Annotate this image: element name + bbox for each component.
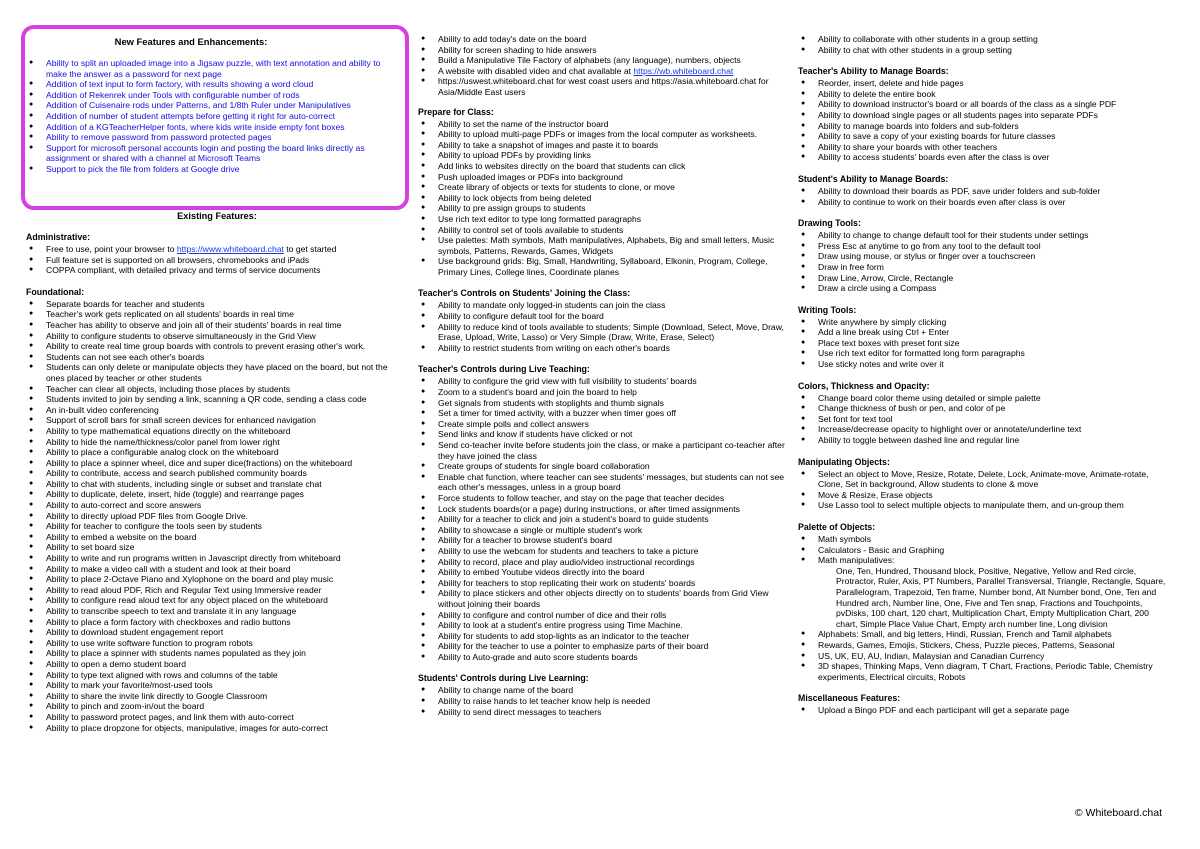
list-item: ● Support of scroll bars for small screen devices for enhanced navigation xyxy=(26,415,408,426)
list-item: ● Ability to mark your favorite/most-used tools xyxy=(26,680,408,691)
list-item: ● Force students to follow teacher, and stay on the page that teacher decides xyxy=(418,493,793,504)
list-item: ● Reorder, insert, delete and hide pages xyxy=(798,78,1170,89)
column-2 xyxy=(418,34,793,728)
list-item: ● Ability for the teacher to use a pointer to emphasize parts of their board xyxy=(418,641,793,652)
existing-features-title: Existing Features: xyxy=(177,211,257,221)
administrative-title: Administrative: xyxy=(26,232,91,242)
list-item: ● Ability to place a spinner wheel, dice and super dice(fractions) on the whiteboard xyxy=(26,458,408,469)
list-item: ● Create library of objects or texts for students to clone, or move xyxy=(418,182,793,193)
list-item: ● Enable chat function, where teacher can see students' messages, but students can not see each other's messages, unless in a group board xyxy=(418,472,793,493)
prepare-list xyxy=(418,119,793,278)
list-item: ● Upload a Bingo PDF and each participant will get a separate page xyxy=(798,705,1170,716)
list-item: ● Select an object to Move, Resize, Rotate, Delete, Lock, Animate-move, Animate-rotate, Clone, Set in background, Allow students to clone & move xyxy=(798,469,1170,490)
list-item: ● Ability to configure students to observe simultaneously in the Grid View xyxy=(26,331,408,342)
list-item: ● Ability to directly upload PDF files from Google Drive. xyxy=(26,511,408,522)
list-item: ● Add links to websites directly on the board that students can click xyxy=(418,161,793,172)
list-item: ● Ability to configure default tool for the board xyxy=(418,311,793,322)
list-item: ● Ability to embed Youtube videos directly into the board xyxy=(418,567,793,578)
list-item: ● Move & Resize, Erase objects xyxy=(798,490,1170,501)
list-item: ● Ability to share your boards with other teachers xyxy=(798,142,1170,153)
teacher-manage-list xyxy=(798,78,1170,163)
list-item: ● Ability to auto-correct and score answers xyxy=(26,500,408,511)
list-item: ● Ability for teachers to stop replicating their work on students' boards xyxy=(418,578,793,589)
list-item: ● Ability for teacher to configure the tools seen by students xyxy=(26,521,408,532)
live-learning-title: Students' Controls during Live Learning: xyxy=(418,673,589,684)
list-item: ● Use palettes: Math symbols, Math manipulatives, Alphabets, Big and small letters, Music symbols, Patterns, Rewards, Games, Widgets xyxy=(418,235,793,256)
list-item: ● Ability to create real time group boards with controls to prevent erasing other's work. xyxy=(26,341,408,352)
list-item: ● Ability to configure the grid view with full visibility to students' boards xyxy=(418,376,793,387)
student-manage-list xyxy=(798,186,1170,207)
list-item: ● Addition of number of student attempts before getting it right for auto-correct xyxy=(26,111,398,122)
col2-top-list xyxy=(418,34,793,66)
list-item: ● A website with disabled video and chat available at https://wb.whiteboard.chat xyxy=(418,66,793,77)
list-item: ● Ability to upload multi-page PDFs or images from the local computer as worksheets. xyxy=(418,129,793,140)
list-item: ● Ability to take a snapshot of images and paste it to boards xyxy=(418,140,793,151)
list-item: ● Place text boxes with preset font size xyxy=(798,338,1170,349)
list-item: ● Ability to configure and control number of dice and their rolls xyxy=(418,610,793,621)
joining-title: Teacher's Controls on Students' Joining the Class: xyxy=(418,288,631,299)
writing-title: Writing Tools: xyxy=(798,304,857,315)
list-item: ● Set font for text tool xyxy=(798,414,1170,425)
list-item: ● Ability to duplicate, delete, insert, hide (toggle) and rearrange pages xyxy=(26,489,408,500)
whiteboard-link[interactable]: https://www.whiteboard.chat xyxy=(176,244,284,254)
list-item: ● 3D shapes, Thinking Maps, Venn diagram, T Chart, Fractions, Periodic Table, Chemistry experiments, Electrical circuits, Robots xyxy=(798,661,1170,682)
list-item: ● Ability to use the webcam for students and teachers to take a picture xyxy=(418,546,793,557)
list-item: ● Addition of Rekenrek under Tools with configurable number of rods xyxy=(26,90,398,101)
list-item: ● Ability to type mathematical equations directly on the whiteboard xyxy=(26,426,408,437)
list-item: ● An in-built video conferencing xyxy=(26,405,408,416)
list-item: ● Students can not see each other's boards xyxy=(26,352,408,363)
list-item: ● Ability to toggle between dashed line and regular line xyxy=(798,435,1170,446)
live-teaching-list xyxy=(418,376,793,662)
list-item: ● Ability to set board size xyxy=(26,542,408,553)
list-item: ● Draw in free form xyxy=(798,262,1170,273)
list-item: ● Ability to download single pages or all students pages into separate PDFs xyxy=(798,110,1170,121)
list-item: ● Full feature set is supported on all browsers, chromebooks and iPads xyxy=(26,255,408,266)
prepare-title: Prepare for Class: xyxy=(418,106,494,117)
list-item: ● Use rich text editor to type long formatted paragraphs xyxy=(418,214,793,225)
list-item: ● Use rich text editor for formatted long form paragraphs xyxy=(798,348,1170,359)
list-item: ● Ability to type text aligned with rows and columns of the table xyxy=(26,670,408,681)
list-item: ● Build a Manipulative Tile Factory of alphabets (any language), numbers, objects xyxy=(418,55,793,66)
list-item: ● Ability to access students' boards even after the class is over xyxy=(798,152,1170,163)
list-item: ● Ability to make a video call with a student and look at their board xyxy=(26,564,408,575)
col2-top-list-b xyxy=(418,76,793,97)
list-item: ● Ability to download student engagement report xyxy=(26,627,408,638)
list-item: ● Draw using mouse, or stylus or finger over a touchscreen xyxy=(798,251,1170,262)
foundational-title: Foundational: xyxy=(26,286,85,297)
wb-link[interactable]: https://wb.whiteboard.chat xyxy=(633,65,734,76)
list-item: ● Change board color theme using detailed or simple palette xyxy=(798,393,1170,404)
list-item: ● Ability to control set of tools available to students xyxy=(418,225,793,236)
list-item: ● Send co-teacher invite before students join the class, or make a participant co-teacher after they have joined the class xyxy=(418,440,793,461)
list-item: ● Teacher has ability to observe and join all of their students' boards in real time xyxy=(26,320,408,331)
misc-title: Miscellaneous Features: xyxy=(798,693,901,704)
list-item: ● Ability to open a demo student board xyxy=(26,659,408,670)
list-item: ● Ability to password protect pages, and link them with auto-correct xyxy=(26,712,408,723)
list-item: ● Use sticky notes and write over it xyxy=(798,359,1170,370)
list-item: ● Get signals from students with stoplights and thumb signals xyxy=(418,398,793,409)
list-item: ● https://uswest.whiteboard.chat for west coast users and https://asia.whiteboard.chat for Asia/Middle East users xyxy=(418,76,793,97)
list-item: ● Use Lasso tool to select multiple objects to manipulate them, and un-group them xyxy=(798,500,1170,511)
list-item: ● Ability to pre assign groups to students xyxy=(418,203,793,214)
list-item: ● Alphabets: Small, and big letters, Hindi, Russian, French and Tamil alphabets xyxy=(798,629,1170,640)
list-item: ● Push uploaded images or PDFs into background xyxy=(418,172,793,183)
list-item: ● Add a line break using Ctrl + Enter xyxy=(798,327,1170,338)
foundational-list xyxy=(26,299,408,733)
live-learning-list xyxy=(418,685,793,717)
list-item: ● Ability to download instructor's board or all boards of the class as a single PDF xyxy=(798,99,1170,110)
palette-list-b xyxy=(798,629,1170,682)
list-item: ● Ability to split an uploaded image into a Jigsaw puzzle, with text annotation and ability to make the answer as a password for next page xyxy=(26,58,398,79)
list-item: ● Ability to remove password from password protected pages xyxy=(26,132,398,143)
list-item: ● Ability for a teacher to click and join a student's board to guide students xyxy=(418,514,793,525)
list-item: ● Ability to collaborate with other students in a group setting xyxy=(798,34,1170,45)
list-item: ● Ability to showcase a single or multiple student's work xyxy=(418,525,793,536)
list-item: ● Ability to Auto-grade and auto score students boards xyxy=(418,652,793,663)
list-item: ● Ability to place a configurable analog clock on the whiteboard xyxy=(26,447,408,458)
list-item: ● Draw Line, Arrow, Circle, Rectangle xyxy=(798,273,1170,284)
list-item: ● Students can only delete or manipulate objects they have placed on the board, but not the ones placed by teacher or other students xyxy=(26,362,408,383)
list-item: ● Ability to reduce kind of tools available to students: Simple (Download, Select, Move, Draw, Erase, Upload, Write, Lasso) or Very Simple (Draw, Write, Erase, Select) xyxy=(418,322,793,343)
list-item: ● Write anywhere by simply clicking xyxy=(798,317,1170,328)
list-item: ● Ability to lock objects from being deleted xyxy=(418,193,793,204)
writing-list xyxy=(798,317,1170,370)
list-item: ● US, UK, EU, AU, Indian, Malaysian and Canadian Currency xyxy=(798,651,1170,662)
list-item: ● Free to use, point your browser to https://www.whiteboard.chat to get started xyxy=(26,244,408,255)
misc-list xyxy=(798,705,1170,716)
list-item: ● Ability to place a form factory with checkboxes and radio buttons xyxy=(26,617,408,628)
list-item: ● Ability for students to add stop-lights as an indicator to the teacher xyxy=(418,631,793,642)
manipulatives-detail: One, Ten, Hundred, Thousand block, Positive, Negative, Yellow and Red circle, Protractor, Ruler, Axis, PT Numbers, Parallel Transversal, Triangle, Rectangle, Square, Parallelogram, Trapezoid, Ten frame, Number bond, Alt Number bond, One, Ten and Hundred arch, Number line, One, Five and Ten snap, Fractions and Touchpoints, pvDisks, 100 chart, 120 chart, Multiplication Chart, Empty Multiplication Chart, 200 chart, Simple Place Value Chart, Empty arch number line, Long division xyxy=(836,565,1166,629)
list-item: ● Ability to change to change default tool for their students under settings xyxy=(798,230,1170,241)
list-item: ● Ability to write and run programs written in Javascript directly from whiteboard xyxy=(26,553,408,564)
colors-list xyxy=(798,393,1170,446)
list-item: ● Lock students boards(or a page) during instructions, or after timed assignments xyxy=(418,504,793,515)
list-item: ● Increase/decrease opacity to highlight over or annotate/underline text xyxy=(798,424,1170,435)
col2-link-list xyxy=(418,66,793,77)
list-item: ● Ability to chat with other students in a group setting xyxy=(798,45,1170,56)
new-features-title: New Features and Enhancements: xyxy=(114,36,268,47)
list-item: ● Ability to place stickers and other objects directly on to students' boards from Grid View without joining their boards xyxy=(418,588,793,609)
manipulating-title: Manipulating Objects: xyxy=(798,456,890,467)
list-item: ● Ability to place 2-Octave Piano and Xylophone on the board and play music xyxy=(26,574,408,585)
list-item: ● Separate boards for teacher and students xyxy=(26,299,408,310)
administrative-list-rest xyxy=(26,255,408,276)
list-item: ● Ability to contribute, access and search published community boards xyxy=(26,468,408,479)
list-item: ● COPPA compliant, with detailed privacy and terms of service documents xyxy=(26,265,408,276)
palette-list xyxy=(798,534,1170,566)
list-item: ● Teacher's work gets replicated on all students' boards in real time xyxy=(26,309,408,320)
list-item: ● Draw a circle using a Compass xyxy=(798,283,1170,294)
colors-title: Colors, Thickness and Opacity: xyxy=(798,380,930,391)
list-item: ● Math manipulatives: xyxy=(798,555,1170,566)
list-item: ● Math symbols xyxy=(798,534,1170,545)
teacher-manage-title: Teacher's Ability to Manage Boards: xyxy=(798,66,949,77)
student-manage-title: Student's Ability to Manage Boards: xyxy=(798,173,949,184)
list-item: ● Ability to record, place and play audio/video instructional recordings xyxy=(418,557,793,568)
list-item: ● Zoom to a student's board and join the board to help xyxy=(418,387,793,398)
list-item: ● Ability to look at a student's entire progress using Time Machine. xyxy=(418,620,793,631)
copyright: © Whiteboard.chat xyxy=(1074,807,1162,819)
list-item: ● Ability to manage boards into folders and sub-folders xyxy=(798,121,1170,132)
list-item: ● Ability to hide the name/thickness/color panel from lower right xyxy=(26,437,408,448)
list-item: ● Ability to chat with students, including single or subset and translate chat xyxy=(26,479,408,490)
list-item: ● Teacher can clear all objects, including those places by students xyxy=(26,384,408,395)
list-item: ● Send links and know if students have clicked or not xyxy=(418,429,793,440)
list-item: ● Ability to embed a website on the board xyxy=(26,532,408,543)
list-item: ● Ability to read aloud PDF, Rich and Regular Text using Immersive reader xyxy=(26,585,408,596)
column-3 xyxy=(798,34,1170,727)
list-item: ● Ability to restrict students from writing on each other's boards xyxy=(418,343,793,354)
list-item: ● Ability to delete the entire book xyxy=(798,89,1170,100)
list-item: ● Ability to save a copy of your existing boards for future classes xyxy=(798,131,1170,142)
list-item: ● Addition of text input to form factory, with results showing a word cloud xyxy=(26,79,398,90)
list-item: ● Ability to send direct messages to teachers xyxy=(418,707,793,718)
list-item: ● Press Esc at anytime to go from any tool to the default tool xyxy=(798,241,1170,252)
list-item: ● Create simple polls and collect answers xyxy=(418,419,793,430)
list-item: ● Ability to add today's date on the board xyxy=(418,34,793,45)
list-item: ● Addition of Cuisenaire rods under Patterns, and 1/8th Ruler under Manipulatives xyxy=(26,100,398,111)
list-item: ● Addition of a KGTeacherHelper fonts, where kids write inside empty font boxes xyxy=(26,122,398,133)
new-features-list xyxy=(26,58,398,175)
live-teaching-title: Teacher's Controls during Live Teaching: xyxy=(418,364,590,375)
list-item: ● Change thickness of bush or pen, and color of pe xyxy=(798,403,1170,414)
list-item: ● Ability to raise hands to let teacher know help is needed xyxy=(418,696,793,707)
administrative-list xyxy=(26,244,408,255)
list-item: ● Ability to place a spinner with students names populated as they join xyxy=(26,648,408,659)
list-item: ● Ability to share the invite link directly to Google Classroom xyxy=(26,691,408,702)
list-item: ● Ability to change name of the board xyxy=(418,685,793,696)
list-item: ● Ability for screen shading to hide answers xyxy=(418,45,793,56)
list-item: ● Ability to continue to work on their boards even after class is over xyxy=(798,197,1170,208)
list-item: ● Create groups of students for single board collaboration xyxy=(418,461,793,472)
drawing-list xyxy=(798,230,1170,294)
list-item: ● Ability to pinch and zoom-in/out the board xyxy=(26,701,408,712)
list-item: ● Set a timer for timed activity, with a buzzer when timer goes off xyxy=(418,408,793,419)
drawing-title: Drawing Tools: xyxy=(798,218,861,229)
list-item: ● Ability to upload PDFs by providing links xyxy=(418,150,793,161)
list-item: ● Ability to configure read aloud text for any object placed on the whiteboard xyxy=(26,595,408,606)
list-item: ● Ability to place dropzone for objects, manipulative, images for auto-correct xyxy=(26,723,408,734)
list-item: ● Use background grids: Big, Small, Handwriting, Syllaboard, Elkonin, Program, College, Primary Lines, College lines, Coordinate planes xyxy=(418,256,793,277)
col3-top-list xyxy=(798,34,1170,55)
list-item: ● Ability to download their boards as PDF, save under folders and sub-folder xyxy=(798,186,1170,197)
palette-title: Palette of Objects: xyxy=(798,522,876,532)
list-item: ● Calculators - Basic and Graphing xyxy=(798,545,1170,556)
manipulating-list xyxy=(798,469,1170,511)
joining-list xyxy=(418,300,793,353)
list-item: ● Ability for a teacher to browse student's board xyxy=(418,535,793,546)
list-item: ● Ability to set the name of the instructor board xyxy=(418,119,793,130)
list-item: ● Rewards, Games, Emojis, Stickers, Chess, Puzzle pieces, Patterns, Seasonal xyxy=(798,640,1170,651)
list-item: ● Support for microsoft personal accounts login and posting the board links directly as assignment or shared with a channel at Microsoft Teams xyxy=(26,143,398,164)
list-item: ● Ability to mandate only logged-in students can join the class xyxy=(418,300,793,311)
list-item: ● Students invited to join by sending a link, scanning a QR code, sending a class code xyxy=(26,394,408,405)
list-item: ● Ability to transcribe speech to text and translate it in any language xyxy=(26,606,408,617)
list-item: ● Ability to use write software function to program robots xyxy=(26,638,408,649)
list-item: ● Support to pick the file from folders at Google drive xyxy=(26,164,398,175)
